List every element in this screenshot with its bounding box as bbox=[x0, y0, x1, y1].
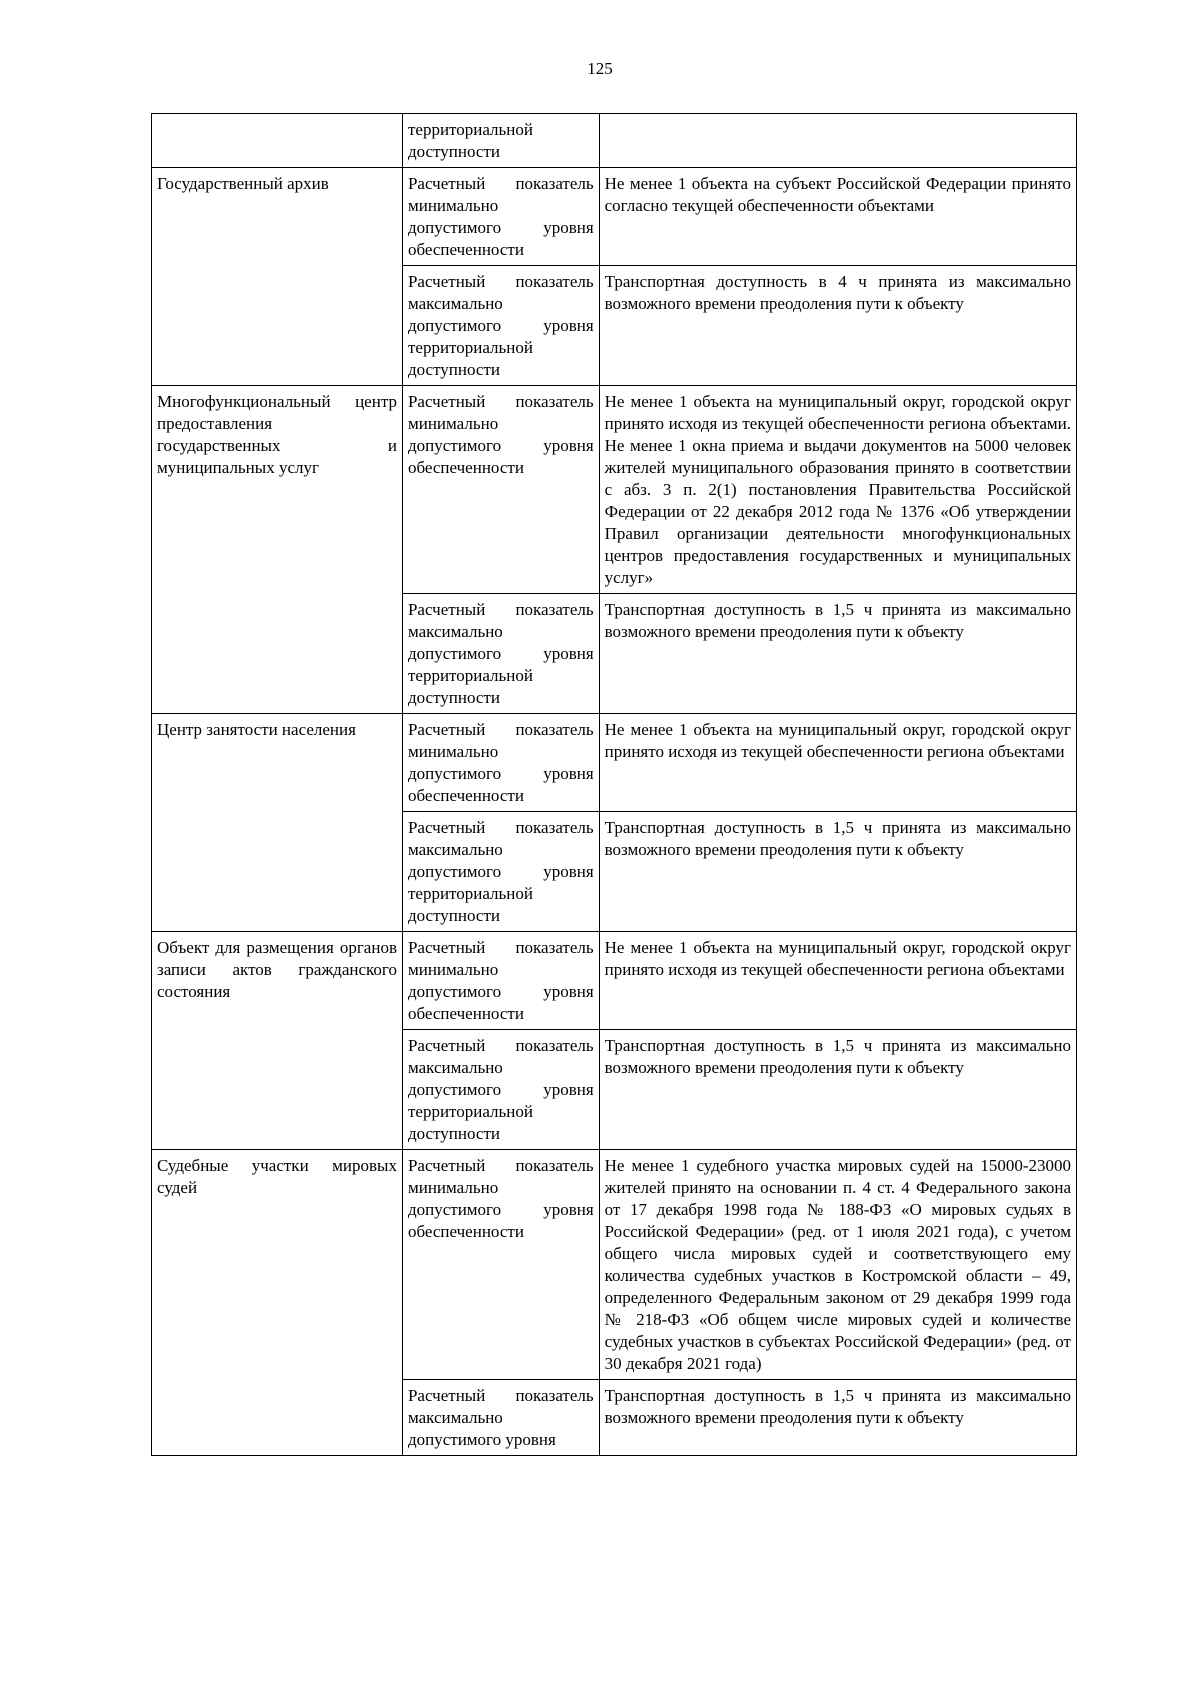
object-name: Объект для размещения органов записи актов гражданского состояния bbox=[157, 938, 397, 1001]
indicator-value: Транспортная доступность в 4 ч принята из максимально возможного времени преодоления пути к объекту bbox=[604, 272, 1071, 313]
standards-table bbox=[151, 113, 1077, 1456]
indicator-type: Расчетный показатель минимально допустимого уровня обеспеченности bbox=[407, 174, 594, 259]
indicator-type-cell bbox=[402, 714, 599, 812]
indicator-type: Расчетный показатель максимально допустимого уровня территориальной доступности bbox=[407, 600, 594, 707]
indicator-type: Расчетный показатель минимально допустимого уровня обеспеченности bbox=[407, 720, 594, 805]
indicator-value: Не менее 1 объекта на субъект Российской Федерации принято согласно текущей обеспеченности объектами bbox=[604, 174, 1071, 215]
indicator-value-cell bbox=[599, 932, 1076, 1030]
indicator-value-cell bbox=[599, 168, 1076, 266]
indicator-type-cell bbox=[402, 386, 599, 594]
table-row bbox=[152, 932, 1077, 1030]
object-name-cell bbox=[152, 168, 403, 386]
object-name-cell bbox=[152, 386, 403, 714]
indicator-type: территориальной доступности bbox=[407, 120, 533, 161]
indicator-value-cell bbox=[599, 594, 1076, 714]
page-number: 125 bbox=[587, 59, 613, 78]
indicator-value: Не менее 1 объекта на муниципальный округ, городской округ принято исходя из текущей обеспеченности региона объектами. Не менее 1 окна приема и выдачи документов на 5000 человек жителей муниципального образования принято в соответствии с абз. 3 п. 2(1) постановления Правительства Российской Федерации от 22 декабря 2012 года № 1376 «Об утверждении Правил организации деятельности многофункциональных центров предоставления государственных и муниципальных услуг» bbox=[604, 392, 1071, 587]
indicator-type: Расчетный показатель максимально допустимого уровня территориальной доступности bbox=[407, 818, 594, 925]
indicator-type-cell bbox=[402, 114, 599, 168]
table-row bbox=[152, 714, 1077, 812]
indicator-value: Транспортная доступность в 1,5 ч принята из максимально возможного времени преодоления пути к объекту bbox=[604, 600, 1071, 641]
indicator-value: Не менее 1 объекта на муниципальный округ, городской округ принято исходя из текущей обеспеченности региона объектами bbox=[604, 938, 1071, 979]
indicator-type-cell bbox=[402, 168, 599, 266]
indicator-type: Расчетный показатель максимально допустимого уровня bbox=[407, 1386, 594, 1449]
object-name-cell bbox=[152, 114, 403, 168]
table-row bbox=[152, 386, 1077, 594]
indicator-value: Транспортная доступность в 1,5 ч принята из максимально возможного времени преодоления пути к объекту bbox=[604, 818, 1071, 859]
indicator-value-cell bbox=[599, 386, 1076, 594]
indicator-value-cell bbox=[599, 1380, 1076, 1456]
indicator-value-cell bbox=[599, 714, 1076, 812]
indicator-value: Не менее 1 судебного участка мировых судей на 15000-23000 жителей принято на основании п. 4 ст. 4 Федерального закона от 17 декабря 1998 года № 188-ФЗ «О мировых судьях в Российской Федерации» (ред. от 1 июля 2021 года), с учетом общего числа мировых судей и соответствующего ему количества судебных участков в Костромской области – 49, определенного Федеральным законом от 29 декабря 1999 года № 218-ФЗ «Об общем числе мировых судей и количестве судебных участков в субъектах Российской Федерации» (ред. от 30 декабря 2021 года) bbox=[604, 1156, 1071, 1373]
object-name-cell bbox=[152, 1150, 403, 1456]
indicator-value: Транспортная доступность в 1,5 ч принята из максимально возможного времени преодоления пути к объекту bbox=[604, 1036, 1071, 1077]
indicator-type: Расчетный показатель минимально допустимого уровня обеспеченности bbox=[407, 392, 594, 477]
indicator-type-cell bbox=[402, 266, 599, 386]
indicator-value-cell bbox=[599, 1030, 1076, 1150]
indicator-type-cell bbox=[402, 1030, 599, 1150]
indicator-type: Расчетный показатель максимально допустимого уровня территориальной доступности bbox=[407, 1036, 594, 1143]
object-name: Государственный архив bbox=[157, 174, 329, 193]
indicator-type: Расчетный показатель максимально допустимого уровня территориальной доступности bbox=[407, 272, 594, 379]
indicator-type-cell bbox=[402, 1380, 599, 1456]
table-row bbox=[152, 1150, 1077, 1380]
indicator-value: Транспортная доступность в 1,5 ч принята из максимально возможного времени преодоления пути к объекту bbox=[604, 1386, 1071, 1427]
indicator-type-cell bbox=[402, 812, 599, 932]
indicator-type: Расчетный показатель минимально допустимого уровня обеспеченности bbox=[407, 1156, 594, 1241]
object-name-cell bbox=[152, 714, 403, 932]
indicator-type-cell bbox=[402, 932, 599, 1030]
object-name: Центр занятости населения bbox=[157, 720, 356, 739]
object-name: Многофункциональный центр предоставления государственных и муниципальных услуг bbox=[157, 392, 397, 477]
indicator-type: Расчетный показатель минимально допустимого уровня обеспеченности bbox=[407, 938, 594, 1023]
indicator-type-cell bbox=[402, 1150, 599, 1380]
indicator-value: Не менее 1 объекта на муниципальный округ, городской округ принято исходя из текущей обеспеченности региона объектами bbox=[604, 720, 1071, 761]
indicator-value-cell bbox=[599, 114, 1076, 168]
indicator-value-cell bbox=[599, 266, 1076, 386]
object-name-cell bbox=[152, 932, 403, 1150]
table-row bbox=[152, 168, 1077, 266]
object-name: Судебные участки мировых судей bbox=[157, 1156, 397, 1197]
table-body bbox=[152, 114, 1077, 1456]
table-row bbox=[152, 114, 1077, 168]
indicator-type-cell bbox=[402, 594, 599, 714]
indicator-value-cell bbox=[599, 812, 1076, 932]
indicator-value-cell bbox=[599, 1150, 1076, 1380]
